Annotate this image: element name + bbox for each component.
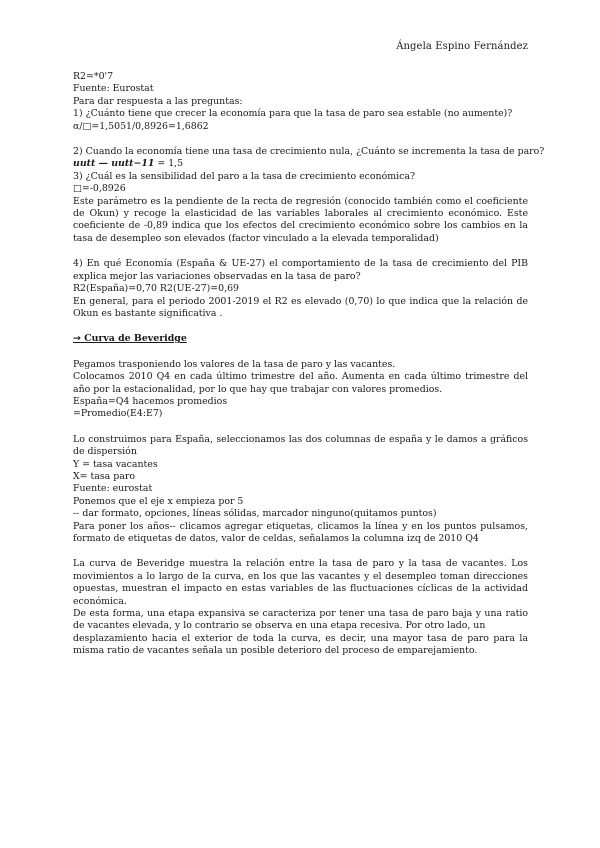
beveridge-p4-line2: desplazamiento hacia el exterior de toda la curva, es decir, una mayor tasa de paro para la misma ratio de vacantes señala un posible deterioro del proceso de emparejamiento.	[73, 632, 528, 657]
answer-2-value: = 1,5	[154, 158, 184, 170]
answer-2-formula: uutt — uutt−11	[73, 158, 155, 170]
question-3: 3) ¿Cuál es la sensibilidad del paro a la tasa de crecimiento económica?	[73, 170, 415, 182]
r2-line: R2=*0'7	[73, 71, 114, 82]
intro-line: Para dar respuesta a las preguntas:	[73, 95, 243, 107]
beveridge-p2-line4: Fuente: eurostat	[73, 483, 153, 495]
source-line: Fuente: Eurostat	[73, 83, 154, 95]
beveridge-p1-line4: =Promedio(E4:E7)	[73, 408, 163, 420]
beveridge-p2-line2: Y = tasa vacantes	[73, 458, 158, 470]
beveridge-p2-line5: Ponemos que el eje x empieza por 5	[73, 495, 244, 507]
answer-1: α/□=1,5051/0,8926=1,6862	[73, 120, 209, 132]
beveridge-p2-line6: -- dar formato, opciones, líneas sólidas, marcador ninguno(quitamos puntos)	[73, 508, 437, 520]
answer-2	[73, 158, 528, 170]
question-1: 1) ¿Cuánto tiene que crecer la economía para que la tasa de paro sea estable (no aumente)?	[73, 108, 513, 120]
question-2: 2) Cuando la economía tiene una tasa de crecimiento nula, ¿Cuánto se incrementa la tasa de paro?	[73, 146, 545, 158]
section-heading	[73, 333, 528, 345]
beveridge-p1-line2: Colocamos 2010 Q4 en cada último trimestre del año. Aumenta en cada último trimestre del año por la estacionalidad, por lo que hay que trabajar con valores promedios.	[73, 371, 528, 395]
okun-explanation: Este parámetro es la pendiente de la recta de regresión (conocido también como el coeficiente de Okun) y recoge la elasticidad de las variables laborales al crecimiento económico. Este coeficiente de -0,89 indica que los efectos del crecimiento económico sobre los cambios en la tasa de desempleo son elevados (factor vinculado a la elevada temporalidad)	[73, 195, 528, 244]
beveridge-paragraph-3: La curva de Beveridge muestra la relación entre la tasa de paro y la tasa de vacantes. Los movimientos a lo largo de la curva, en los que las vacantes y el desempleo toman direcciones opuestas, muestran el impacto en estas variables de las fluctuaciones cíclicas de la actividad económica.	[73, 558, 528, 607]
document-body	[73, 71, 545, 658]
arrow-right-icon: →	[73, 333, 81, 345]
beveridge-p2-line7: Para poner los años-- clicamos agregar etiquetas, clicamos la línea y en los puntos pulsamos, formato de etiquetas de datos, valor de celdas, señalamos la columna izq de 2010 Q4	[73, 520, 528, 544]
okun-conclusion: En general, para el periodo 2001-2019 el R2 es elevado (0,70) lo que indica que la relación de Okun es bastante significativa .	[73, 295, 528, 319]
beveridge-p1-line1: Pegamos trasponiendo los valores de la tasa de paro y las vacantes.	[73, 358, 396, 370]
beveridge-p4-line1: De esta forma, una etapa expansiva se caracteriza por tener una tasa de paro baja y una ratio de vacantes elevada, y lo contrario se observa en una etapa recesiva. Por otro lado, un	[73, 608, 528, 632]
answer-4: R2(España)=0,70 R2(UE-27)=0,69	[73, 283, 240, 295]
answer-3: □=-0,8926	[73, 183, 126, 195]
author-name: Ángela Espino Fernández	[396, 41, 528, 52]
section-heading-text: Curva de Beveridge	[84, 333, 187, 345]
question-4: 4) En qué Economía (España & UE-27) el comportamiento de la tasa de crecimiento del PIB explica mejor las variaciones observadas en la tasa de paro?	[73, 258, 528, 282]
beveridge-p2-line1: Lo construimos para España, seleccionamos las dos columnas de españa y le damos a gráficos de dispersión	[73, 433, 528, 458]
beveridge-p1-line3: España=Q4 hacemos promedios	[73, 395, 228, 407]
beveridge-p2-line3: X= tasa paro	[73, 470, 135, 482]
